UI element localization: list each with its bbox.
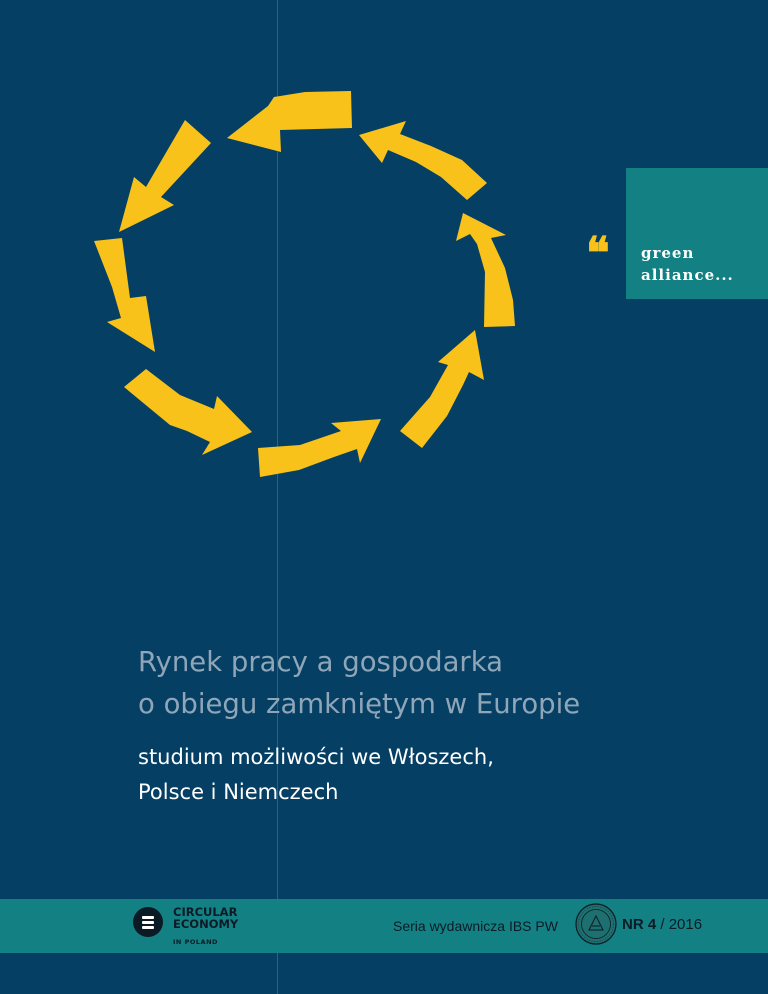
green-alliance-line2: alliance... <box>641 266 734 284</box>
green-alliance-logo <box>641 242 734 286</box>
title-line1: Rynek pracy a gospodarka <box>138 646 504 678</box>
series-label: Seria wydawnicza IBS PW <box>393 918 558 934</box>
cycle-arrow <box>227 91 352 152</box>
cycle-arrow <box>94 238 155 352</box>
circular-economy-logo <box>133 905 273 949</box>
logo-line3: IN POLAND <box>173 938 218 946</box>
quote-mark-icon: ❝ <box>586 228 610 279</box>
green-alliance-line1: green <box>641 244 695 262</box>
cycle-arrow <box>400 330 484 448</box>
cycle-arrow <box>258 419 381 477</box>
report-subtitle <box>138 740 738 810</box>
issue-label: NR 4 <box>622 916 657 933</box>
cycle-arrow <box>119 120 211 232</box>
subtitle-line1: studium możliwości we Włoszech, <box>138 745 494 769</box>
logo-line1: CIRCULAR <box>173 905 238 919</box>
cycle-arrow <box>359 121 487 200</box>
report-title <box>138 641 738 725</box>
issue-year: / 2016 <box>660 916 703 933</box>
cycle-arrow <box>124 369 252 455</box>
subtitle-line2: Polsce i Niemczech <box>138 780 339 804</box>
title-line2: o obiegu zamkniętym w Europie <box>138 688 581 720</box>
circular-economy-mark-icon <box>133 907 163 937</box>
university-seal-icon <box>574 902 618 946</box>
logo-line2: ECONOMY <box>173 917 239 931</box>
cycle-arrow <box>456 213 515 327</box>
issue-number <box>622 916 702 933</box>
